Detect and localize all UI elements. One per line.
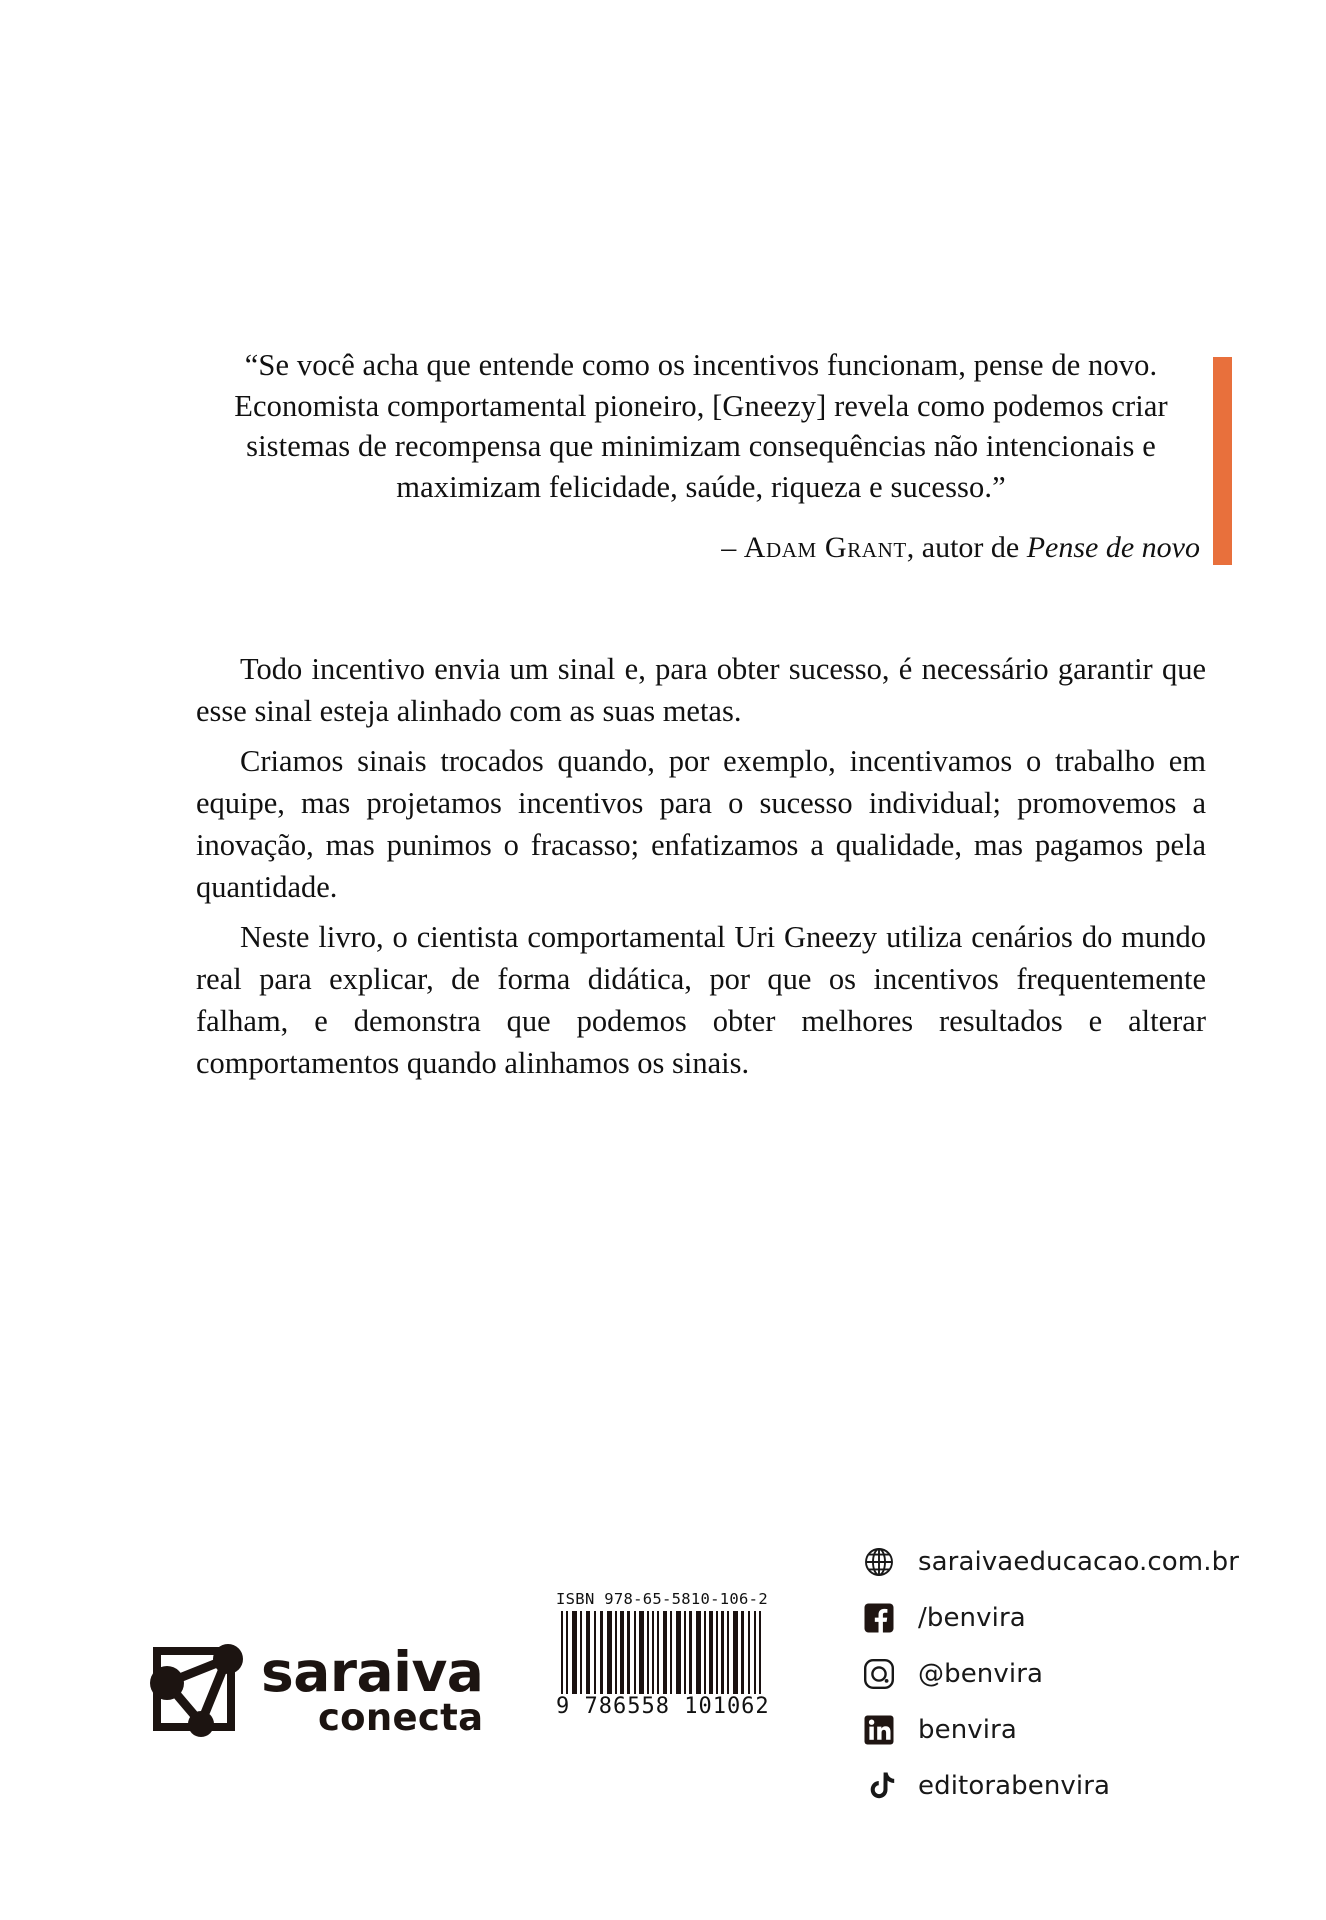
social-item-website[interactable] bbox=[862, 1538, 1282, 1585]
social-label: /benvira bbox=[918, 1602, 1026, 1633]
linkedin-icon bbox=[862, 1713, 896, 1747]
attribution-author: Adam Grant bbox=[743, 531, 907, 564]
globe-icon bbox=[862, 1545, 896, 1579]
social-item-facebook[interactable] bbox=[862, 1594, 1282, 1641]
social-item-tiktok[interactable] bbox=[862, 1762, 1282, 1809]
publisher-wordmark bbox=[261, 1639, 484, 1739]
blurb-body bbox=[196, 648, 1206, 1084]
publisher-logo bbox=[143, 1628, 484, 1753]
blurb-paragraph: Neste livro, o cientista comportamental Uri Gneezy utiliza cenários do mundo real para explicar, de forma didática, por que os incentivos frequentemente falham, e demonstra que podemos obter melhores resultados e alterar comportamentos quando alinhamos os sinais. bbox=[196, 920, 1206, 1080]
isbn-barcode bbox=[556, 1590, 768, 1719]
attribution-dash: – bbox=[721, 531, 744, 564]
attribution-connector: , autor de bbox=[906, 531, 1027, 564]
isbn-number: ISBN 978-65-5810-106-2 bbox=[556, 1590, 768, 1608]
social-links bbox=[862, 1538, 1282, 1809]
social-item-instagram[interactable] bbox=[862, 1650, 1282, 1697]
social-label: @benvira bbox=[918, 1658, 1044, 1689]
pull-quote bbox=[196, 345, 1206, 567]
tiktok-icon bbox=[862, 1769, 896, 1803]
blurb-paragraph: Todo incentivo envia um sinal e, para obter sucesso, é necessário garantir que esse sinal esteja alinhado com as suas metas. bbox=[196, 652, 1206, 728]
instagram-icon bbox=[862, 1657, 896, 1691]
social-item-linkedin[interactable] bbox=[862, 1706, 1282, 1753]
attribution-work-title: Pense de novo bbox=[1026, 531, 1200, 564]
cover-footer bbox=[0, 1510, 1326, 1920]
social-label: benvira bbox=[918, 1714, 1017, 1745]
blurb-paragraph: Criamos sinais trocados quando, por exemplo, incentivamos o trabalho em equipe, mas projetamos incentivos para o sucesso individual; promovemos a inovação, mas punimos o fracasso; enfatizamos a qualidade, mas pagamos pela quantidade. bbox=[196, 744, 1206, 904]
facebook-icon bbox=[862, 1601, 896, 1635]
pull-quote-attribution bbox=[196, 529, 1206, 567]
pull-quote-text: “Se você acha que entende como os incentivos funcionam, pense de novo. Economista comportamental pioneiro, [Gneezy] revela como podemos criar sistemas de recompensa que minimizam consequências não intencionais e maximizam felicidade, saúde, riqueza e sucesso.” bbox=[234, 348, 1168, 504]
social-label: editorabenvira bbox=[918, 1770, 1111, 1801]
saraiva-network-mark-icon bbox=[143, 1637, 251, 1745]
publisher-subtitle: conecta bbox=[317, 1695, 484, 1739]
social-label: saraivaeducacao.com.br bbox=[918, 1546, 1239, 1577]
ean-digits: 9 786558 101062 bbox=[556, 1694, 770, 1719]
accent-bar bbox=[1213, 357, 1232, 565]
publisher-name: saraiva bbox=[261, 1639, 484, 1704]
